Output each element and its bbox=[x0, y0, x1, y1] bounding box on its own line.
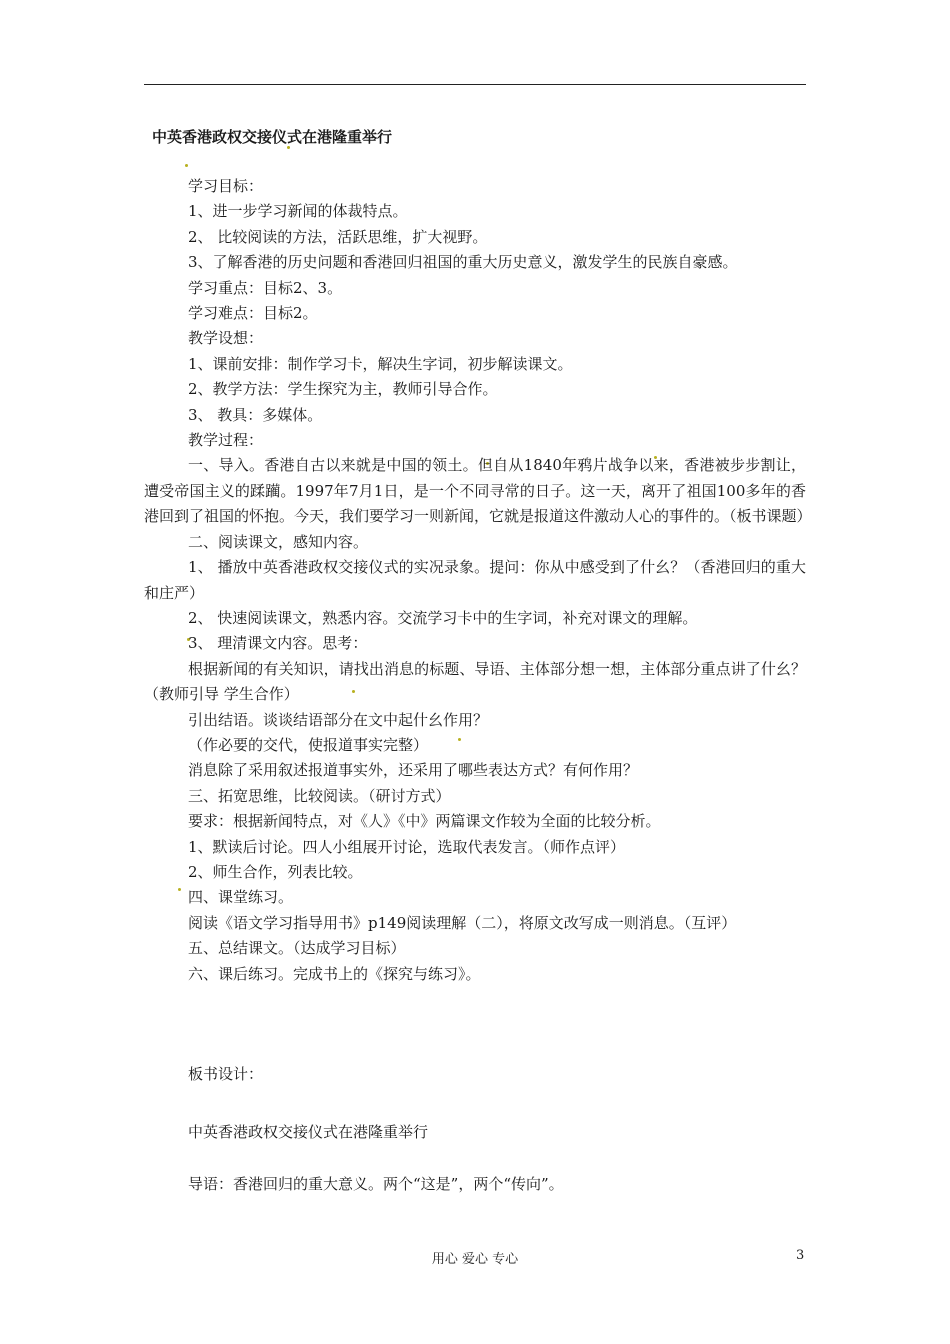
paragraph: 一、导入。香港自古以来就是中国的领土。但自从1840年鸦片战争以来，香港被步步割让，遭受帝国主义的蹂躏。1997年7月1日，是一个不同寻常的日子。这一天，离开了祖国100多年的香港回到了祖国的怀抱。今天，我们要学习一则新闻，它就是报道这件激动人心的事件的。（板书课题） bbox=[144, 456, 812, 526]
paragraph: 2、教学方法：学生探究为主，教师引导合作。 bbox=[188, 380, 498, 399]
paragraph: 三、拓宽思维，比较阅读。（研讨方式） bbox=[188, 786, 451, 805]
paragraph: 阅读《语文学习指导用书》p149阅读理解（二），将原文改写成一则消息。（互评） bbox=[188, 913, 737, 932]
paragraph: 学习目标： bbox=[188, 177, 264, 195]
paragraph: 学习难点：目标2。 bbox=[188, 304, 318, 323]
paragraph: 2、 快速阅读课文，熟悉内容。交流学习卡中的生字词，补充对课文的理解。 bbox=[188, 608, 698, 627]
board-design-heading-block bbox=[144, 1063, 806, 1084]
board-design-lead: 导语：香港回归的重大意义。两个“这是”，两个“传向”。 bbox=[188, 1175, 564, 1193]
board-design-heading: 板书设计： bbox=[188, 1065, 264, 1083]
speck-mark bbox=[287, 146, 290, 149]
paragraph: 学习重点：目标2、3。 bbox=[188, 278, 343, 297]
header-rule bbox=[144, 84, 806, 85]
board-design-title: 中英香港政权交接仪式在港隆重举行 bbox=[188, 1123, 429, 1141]
paragraph: 1、 播放中英香港政权交接仪式的实况录象。提问：你从中感受到了什幺？（香港回归的重大和庄严） bbox=[144, 558, 806, 602]
paragraph: 六、课后练习。完成书上的《探究与练习》。 bbox=[188, 964, 481, 983]
board-design-title-block bbox=[144, 1121, 806, 1142]
speck-mark bbox=[185, 164, 188, 167]
paragraph: 3、 理清课文内容。思考： bbox=[188, 634, 368, 653]
paragraph: 3、 教具：多媒体。 bbox=[188, 405, 323, 424]
paragraph: 五、总结课文。（达成学习目标） bbox=[188, 939, 406, 958]
paragraph: 2、 比较阅读的方法，活跃思维，扩大视野。 bbox=[188, 227, 488, 246]
paragraph: 根据新闻的有关知识，请找出消息的标题、导语、主体部分想一想，主体部分重点讲了什幺？（教师引导 学生合作） bbox=[144, 659, 806, 704]
document-title: 中英香港政权交接仪式在港隆重举行 bbox=[152, 128, 393, 146]
paragraph: 四、课堂练习。 bbox=[188, 888, 294, 907]
paragraph: 教学过程： bbox=[188, 431, 264, 450]
paragraph: （作必要的交代，使报道事实完整） bbox=[188, 735, 429, 754]
paragraph: 引出结语。谈谈结语部分在文中起什幺作用？ bbox=[188, 710, 489, 729]
paragraph: 1、进一步学习新闻的体裁特点。 bbox=[188, 202, 408, 221]
page-number: 3 bbox=[796, 1248, 805, 1263]
paragraph: 消息除了采用叙述报道事实外，还采用了哪些表达方式？有何作用？ bbox=[188, 761, 639, 780]
paragraph: 1、默读后讨论。四人小组展开讨论，选取代表发言。（师作点评） bbox=[188, 837, 626, 856]
paragraph: 2、师生合作，列表比较。 bbox=[188, 862, 363, 881]
paragraph: 要求：根据新闻特点，对《人》《中》两篇课文作较为全面的比较分析。 bbox=[188, 812, 661, 831]
paragraph: 3、了解香港的历史问题和香港回归祖国的重大历史意义，激发学生的民族自豪感。 bbox=[188, 253, 738, 272]
paragraph: 教学设想： bbox=[188, 329, 264, 348]
paragraph: 1、课前安排：制作学习卡，解决生字词，初步解读课文。 bbox=[188, 354, 573, 373]
footer-motto: 用心 爱心 专心 bbox=[431, 1252, 519, 1267]
paragraph: 二、阅读课文，感知内容。 bbox=[188, 532, 369, 551]
board-design-lead-block bbox=[144, 1173, 806, 1194]
document-body bbox=[144, 174, 812, 987]
